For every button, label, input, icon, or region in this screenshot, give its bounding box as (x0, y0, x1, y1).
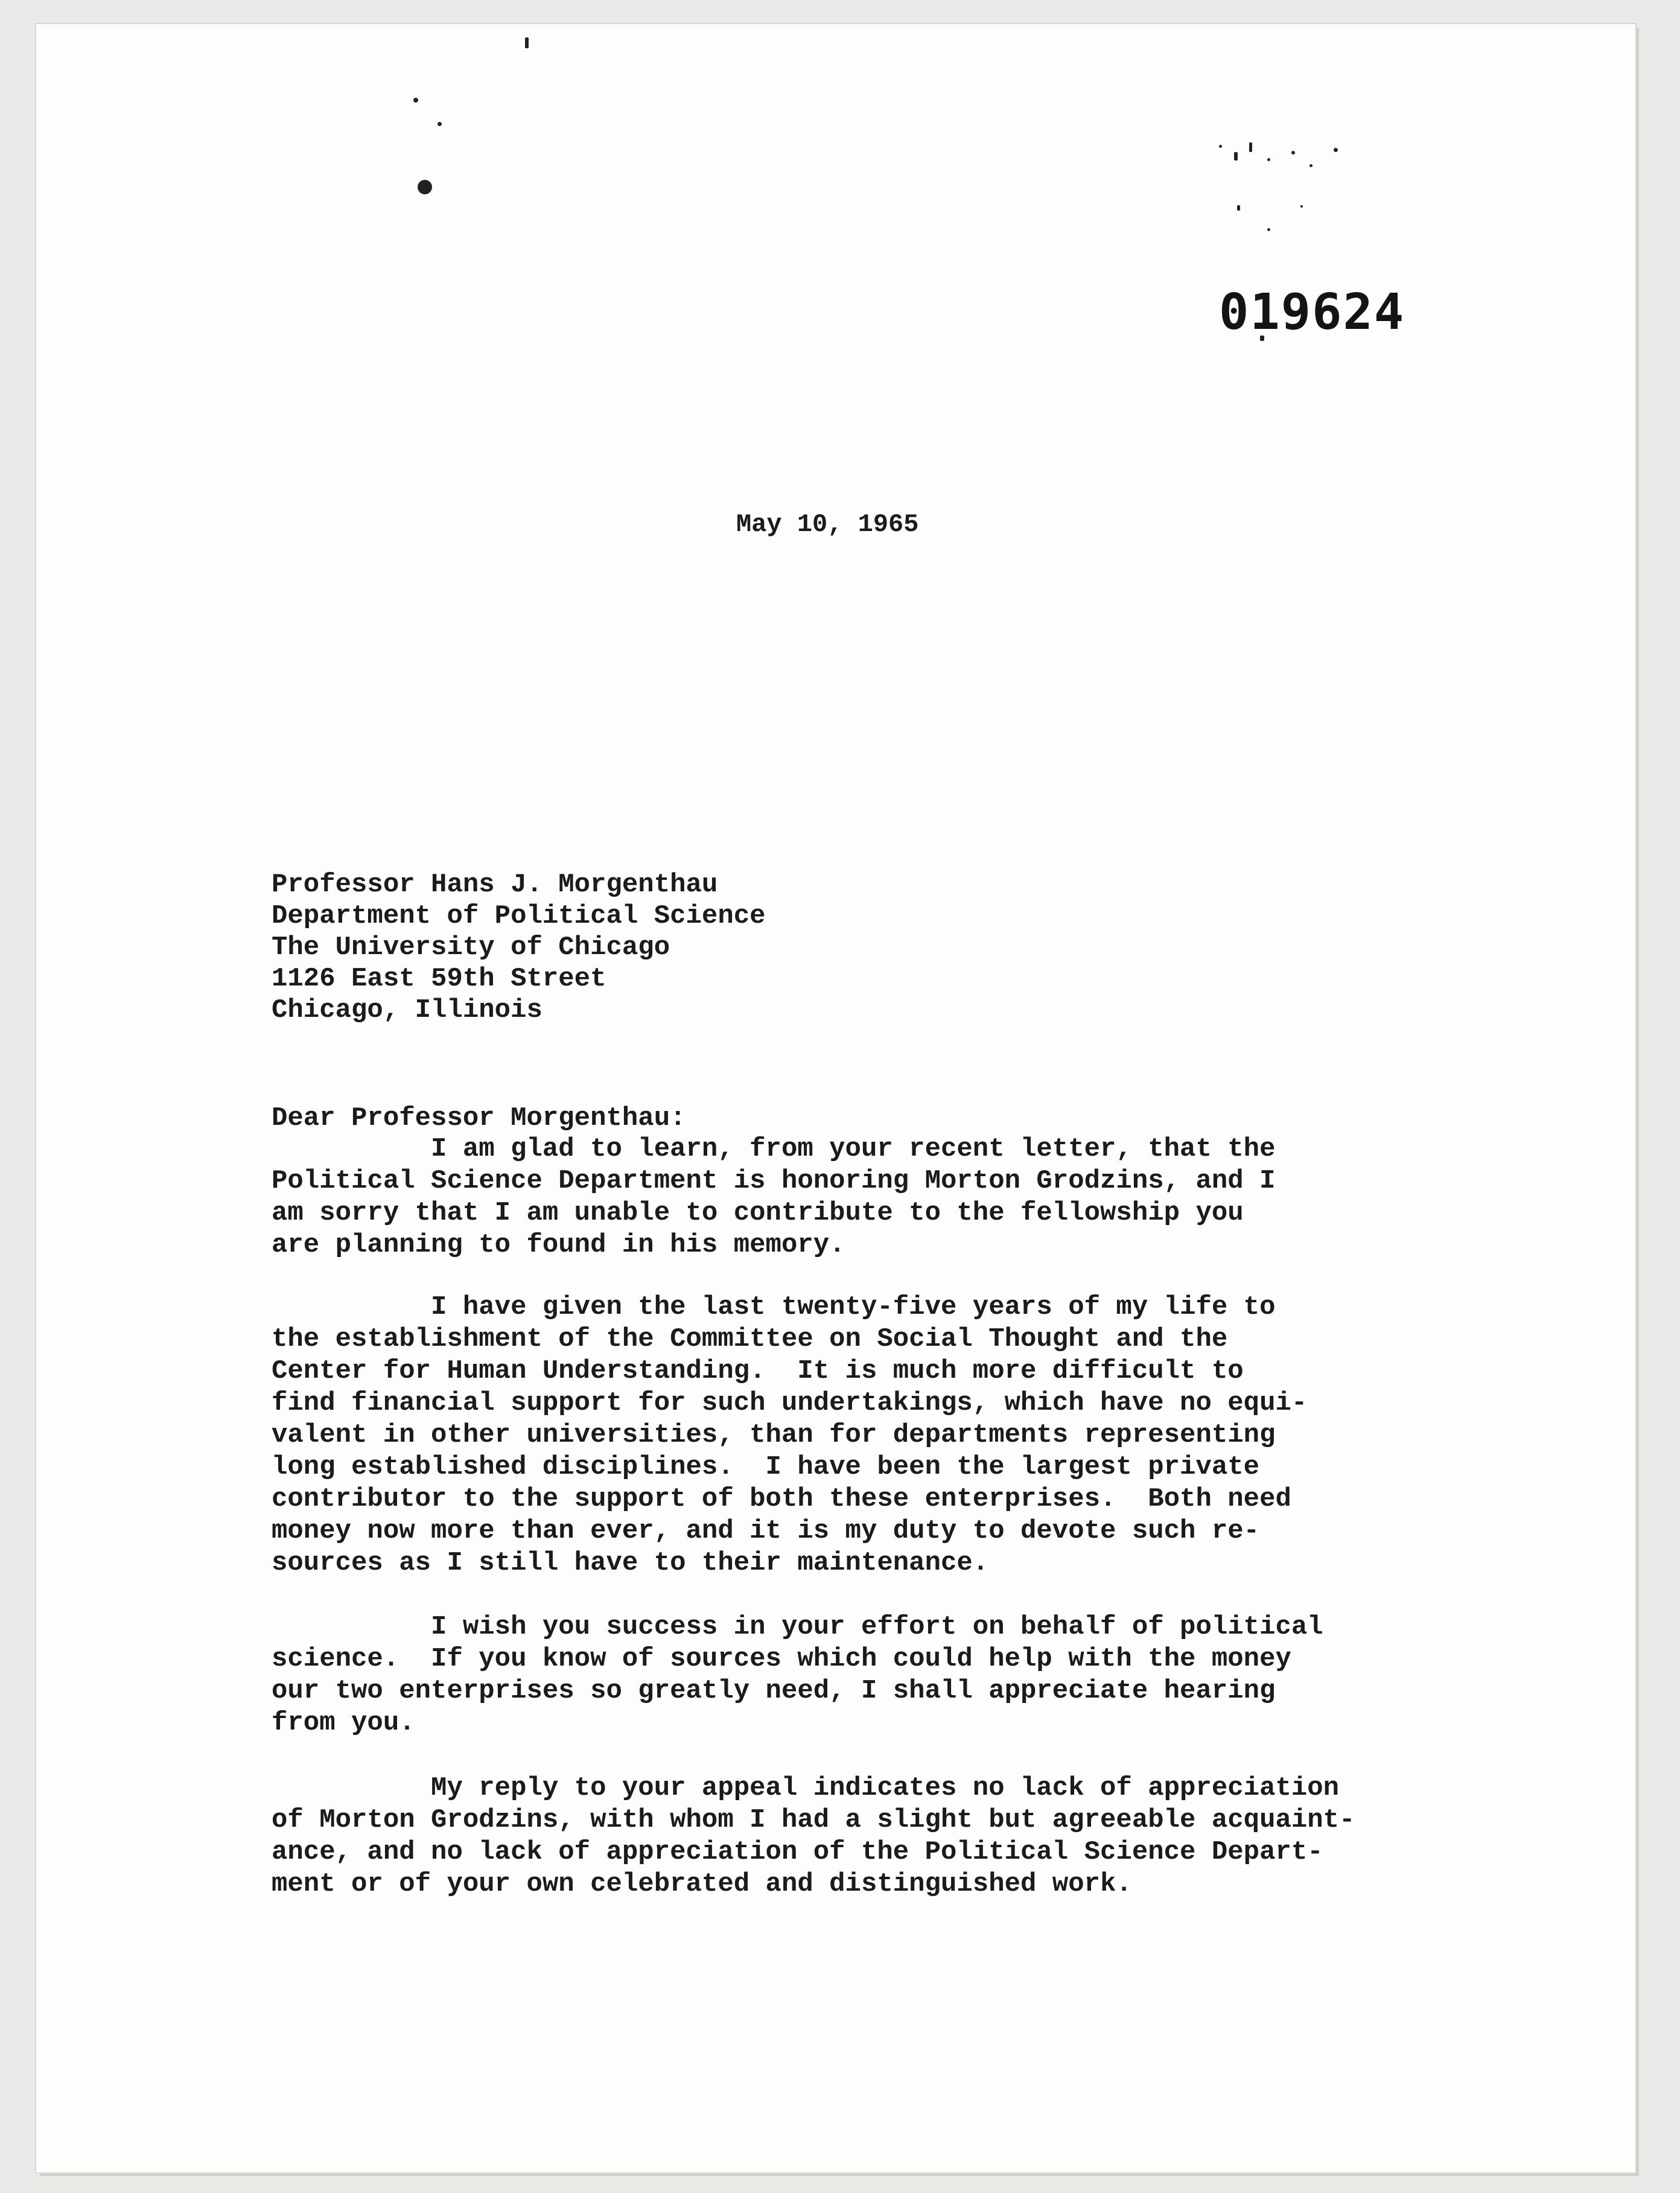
paragraph-line: money now more than ever, and it is my duty to devote such re- (272, 1516, 1260, 1546)
speck-mark (1300, 205, 1303, 208)
letter-page (36, 24, 1635, 2172)
letter-date: May 10, 1965 (736, 510, 919, 539)
body-paragraph (272, 1291, 1307, 1579)
speck-mark (1234, 152, 1238, 161)
paragraph-line: of Morton Grodzins, with whom I had a slight but agreeable acquaint- (272, 1805, 1355, 1835)
speck-mark (413, 98, 418, 103)
speck-mark (1249, 142, 1252, 152)
paragraph-line: sources as I still have to their maintenance. (272, 1548, 989, 1578)
recipient-address (272, 869, 766, 1026)
speck-mark (1237, 205, 1240, 211)
paragraph-line: I am glad to learn, from your recent letter, that the (272, 1134, 1276, 1164)
paragraph-line: our two enterprises so greatly need, I shall appreciate hearing (272, 1676, 1276, 1706)
address-line-institution: The University of Chicago (272, 932, 670, 963)
speck-mark (525, 37, 529, 48)
paragraph-line: Political Science Department is honoring Morton Grodzins, and I (272, 1166, 1276, 1196)
paragraph-line: I wish you success in your effort on behalf of political (272, 1612, 1323, 1642)
paragraph-line: long established disciplines. I have been the largest private (272, 1452, 1260, 1482)
speck-mark (1309, 164, 1312, 167)
speck-mark (438, 122, 442, 126)
address-line-department: Department of Political Science (272, 901, 766, 931)
paragraph-line: are planning to found in his memory. (272, 1230, 845, 1260)
paragraph-line: the establishment of the Committee on Social Thought and the (272, 1324, 1228, 1354)
document-number: 019624 (1219, 284, 1405, 341)
paragraph-line: Center for Human Understanding. It is much more difficult to (272, 1356, 1244, 1386)
address-line-name: Professor Hans J. Morgenthau (272, 870, 718, 900)
speck-mark (1291, 151, 1295, 154)
speck-mark (1267, 228, 1270, 231)
punch-hole-mark (418, 180, 432, 194)
paragraph-line: I have given the last twenty-five years of my life to (272, 1292, 1276, 1322)
speck-mark (1219, 145, 1222, 148)
paragraph-line: am sorry that I am unable to contribute to the fellowship you (272, 1198, 1244, 1228)
paragraph-line: science. If you know of sources which could help with the money (272, 1644, 1291, 1674)
paragraph-line: ment or of your own celebrated and distinguished work. (272, 1869, 1132, 1899)
paragraph-line: contributor to the support of both these enterprises. Both need (272, 1484, 1291, 1514)
paragraph-line: from you. (272, 1708, 415, 1738)
salutation: Dear Professor Morgenthau: (272, 1103, 686, 1133)
paragraph-line: My reply to your appeal indicates no lack of appreciation (272, 1773, 1340, 1803)
body-paragraph (272, 1772, 1355, 1900)
paragraph-line: valent in other universities, than for departments representing (272, 1420, 1276, 1450)
paragraph-line: find financial support for such undertakings, which have no equi- (272, 1388, 1308, 1418)
address-line-street: 1126 East 59th Street (272, 964, 606, 994)
body-paragraph (272, 1133, 1275, 1261)
address-line-city: Chicago, Illinois (272, 995, 542, 1025)
paragraph-line: ance, and no lack of appreciation of the Political Science Depart- (272, 1837, 1323, 1867)
speck-mark (1267, 158, 1270, 161)
body-paragraph (272, 1611, 1323, 1739)
speck-mark (1334, 148, 1338, 152)
